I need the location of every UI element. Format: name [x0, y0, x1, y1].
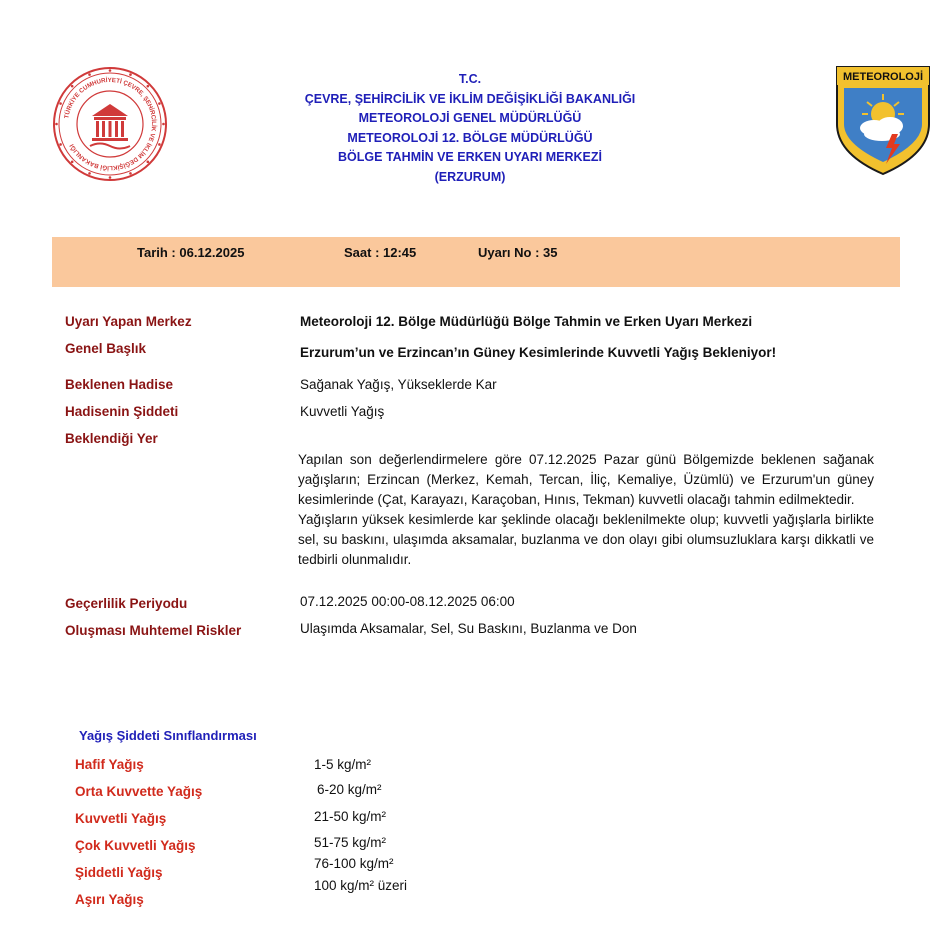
risks-label: Oluşması Muhtemel Riskler	[65, 623, 242, 638]
institution-header	[210, 70, 730, 187]
seal-ring-text: TÜRKİYE CUMHURİYETİ ÇEVRE, ŞEHİRCİLİK VE İKLİM DEĞİŞİKLİĞİ BAKANLIĞI	[63, 76, 158, 172]
seal-star-icon	[162, 123, 165, 126]
header-line: BÖLGE TAHMİN VE ERKEN UYARI MERKEZİ	[338, 150, 602, 164]
event-label: Beklenen Hadise	[65, 377, 174, 392]
warning-info-band	[52, 237, 900, 287]
seal-star-icon	[129, 73, 132, 76]
title-value: Erzurum’un ve Erzincan’ın Güney Kesimlerinde Kuvvetli Yağış Bekleniyor!	[300, 345, 777, 360]
meteoroloji-logo	[834, 64, 932, 176]
center-value: Meteoroloji 12. Bölge Müdürlüğü Bölge Tahmin ve Erken Uyarı Merkezi	[300, 314, 753, 329]
warning-description	[298, 450, 874, 570]
header-line: ÇEVRE, ŞEHİRCİLİK VE İKLİM DEĞİŞİKLİĞİ BAKANLIĞI	[304, 91, 636, 106]
class-name-cok-kuvvetli: Çok Kuvvetli Yağış	[75, 838, 196, 853]
seal-star-icon	[147, 161, 150, 164]
class-name-kuvvetli: Kuvvetli Yağış	[75, 811, 167, 826]
class-value-cok-kuvvetli: 51-75 kg/m²	[314, 835, 387, 850]
header-line: (ERZURUM)	[434, 169, 506, 184]
seal-star-icon	[109, 176, 112, 179]
class-value-asiri: 100 kg/m² üzeri	[314, 878, 408, 893]
warning-number: Uyarı No : 35	[478, 245, 558, 260]
seal-star-icon	[71, 85, 74, 88]
classification-title: Yağış Şiddeti Sınıflandırması	[79, 728, 257, 743]
header-line: METEOROLOJİ GENEL MÜDÜRLÜĞÜ	[358, 111, 582, 125]
severity-label: Hadisenin Şiddeti	[65, 404, 179, 419]
risks-value: Ulaşımda Aksamalar, Sel, Su Baskını, Buzlanma ve Don	[300, 621, 637, 636]
seal-star-icon	[59, 102, 62, 105]
class-value-siddetli: 76-100 kg/m²	[314, 856, 394, 871]
seal-star-icon	[59, 143, 62, 146]
seal-star-icon	[109, 69, 112, 72]
description-paragraph: Yapılan son değerlendirmelere göre 07.12.2025 Pazar günü Bölgemizde beklenen sağanak yağışların; Erzincan (Merkez, Kemah, Tercan, İliç, Kemaliye, Üzümlü) ve Erzurum'un güney kesimlerinde (Çat, Karayazı, Karaçoban, Hınıs, Tekman) kuvvetli olacağı tahmin edilmektedir.	[298, 452, 874, 507]
warning-date: Tarih : 06.12.2025	[137, 245, 245, 260]
severity-value: Kuvvetli Yağış	[300, 404, 385, 419]
ministry-seal-logo	[52, 66, 168, 182]
place-label: Beklendiği Yer	[65, 431, 158, 446]
seal-star-icon	[158, 102, 161, 105]
class-name-hafif: Hafif Yağış	[75, 757, 144, 772]
warning-time: Saat : 12:45	[344, 245, 417, 260]
class-name-siddetli: Şiddetli Yağış	[75, 865, 163, 880]
event-value: Sağanak Yağış, Yükseklerde Kar	[300, 377, 497, 392]
class-name-asiri: Aşırı Yağış	[75, 892, 144, 907]
seal-star-icon	[88, 172, 91, 175]
class-value-kuvvetli: 21-50 kg/m²	[314, 809, 387, 824]
seal-star-icon	[147, 85, 150, 88]
seal-star-icon	[71, 161, 74, 164]
logo-text: METEOROLOJİ	[842, 71, 924, 83]
class-value-hafif: 1-5 kg/m²	[314, 757, 372, 772]
header-line: METEOROLOJİ 12. BÖLGE MÜDÜRLÜĞÜ	[347, 130, 593, 145]
header-line: T.C.	[458, 72, 482, 86]
validity-label: Geçerlilik Periyodu	[65, 596, 188, 611]
seal-star-icon	[88, 73, 91, 76]
title-label: Genel Başlık	[65, 341, 147, 356]
seal-star-icon	[55, 123, 58, 126]
center-label: Uyarı Yapan Merkez	[65, 314, 192, 329]
seal-star-icon	[129, 172, 132, 175]
validity-value: 07.12.2025 00:00-08.12.2025 06:00	[300, 594, 515, 609]
seal-star-icon	[158, 143, 161, 146]
class-value-orta: 6-20 kg/m²	[317, 782, 382, 797]
description-paragraph: Yağışların yüksek kesimlerde kar şeklinde olacağı beklenilmekte olup; kuvvetli yağışlarla birlikte sel, su baskını, ulaşımda aksamalar, buzlanma ve don olayı gibi olumsuzluklara karşı dikkatli ve tedbirli olunmalıdır.	[298, 512, 874, 567]
class-name-orta: Orta Kuvvette Yağış	[75, 784, 203, 799]
